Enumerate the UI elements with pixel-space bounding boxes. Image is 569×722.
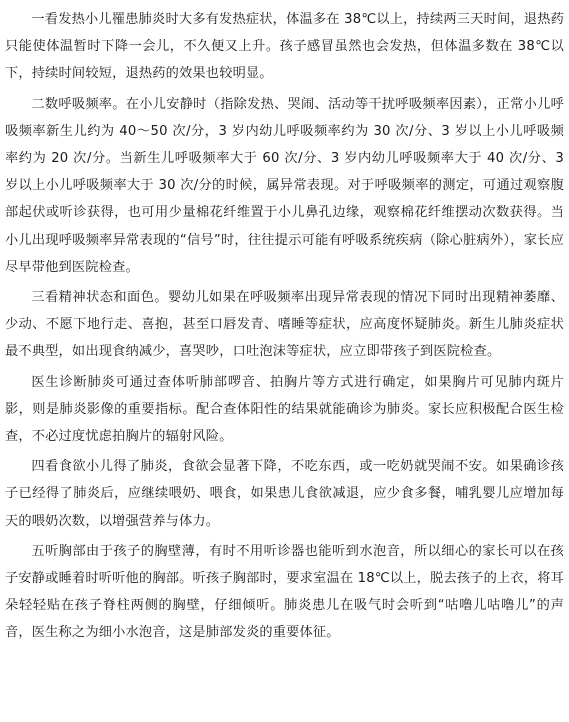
- paragraph-breathing-rate: 二数呼吸频率。在小儿安静时（指除发热、哭闹、活动等干扰呼吸频率因素），正常小儿呼吸频率新生儿约为 40～50 次/分，3 岁内幼儿呼吸频率约为 30 次/分、3 岁以上小儿呼吸频率约为 20 次/分。当新生儿呼吸频率大于 60 次/分、3 岁内幼儿呼吸频率大于 40 次/分、3 岁以上小儿呼吸频率大于 30 次/分的时候，属异常表现。对于呼吸频率的测定，可通过观察腹部起伏或听诊获得，也可用少量棉花纤维置于小儿鼻孔边缘，观察棉花纤维摆动次数获得。当小儿出现呼吸频率异常表现的“信号”时，往往提示可能有呼吸系统疾病（除心脏病外），家长应尽早带他到医院检查。: [5, 96, 564, 275]
- paragraph-appetite: 四看食欲小儿得了肺炎，食欲会显著下降，不吃东西，或一吃奶就哭闹不安。如果确诊孩子已经得了肺炎后，应继续喂奶、喂食，如果患儿食欲减退，应少食多餐，哺乳婴儿应增加每天的喂奶次数，以增强营养与体力。: [5, 459, 564, 529]
- paragraph-fever: 一看发热小儿罹患肺炎时大多有发热症状，体温多在 38℃以上，持续两三天时间，退热药只能使体温暂时下降一会儿，不久便又上升。孩子感冒虽然也会发热，但体温多数在 38℃以下，持续时间较短，退热药的效果也较明显。: [5, 12, 564, 82]
- paragraph-chest-listening: 五听胸部由于孩子的胸壁薄，有时不用听诊器也能听到水泡音，所以细心的家长可以在孩子安静或睡着时听听他的胸部。听孩子胸部时，要求室温在 18℃以上，脱去孩子的上衣，将耳朵轻轻贴在孩子脊柱两侧的胸壁，仔细倾听。肺炎患儿在吸气时会听到“咕噜儿咕噜儿”的声音，医生称之为细小水泡音，这是肺部发炎的重要体征。: [5, 543, 564, 641]
- paragraph-diagnosis: 医生诊断肺炎可通过查体听肺部啰音、拍胸片等方式进行确定，如果胸片可见肺内斑片影，则是肺炎影像的重要指标。配合查体阳性的结果就能确诊为肺炎。家长应积极配合医生检查，不必过度忧虑拍胸片的辐射风险。: [5, 374, 564, 445]
- paragraph-mental-state: 三看精神状态和面色。婴幼儿如果在呼吸频率出现异常表现的情况下同时出现精神萎靡、少动、不愿下地行走、喜抱，甚至口唇发青、嗜睡等症状，应高度怀疑肺炎。新生儿肺炎症状最不典型，如出现食纳减少，喜哭吵，口吐泡沫等症状，应立即带孩子到医院检查。: [5, 290, 564, 360]
